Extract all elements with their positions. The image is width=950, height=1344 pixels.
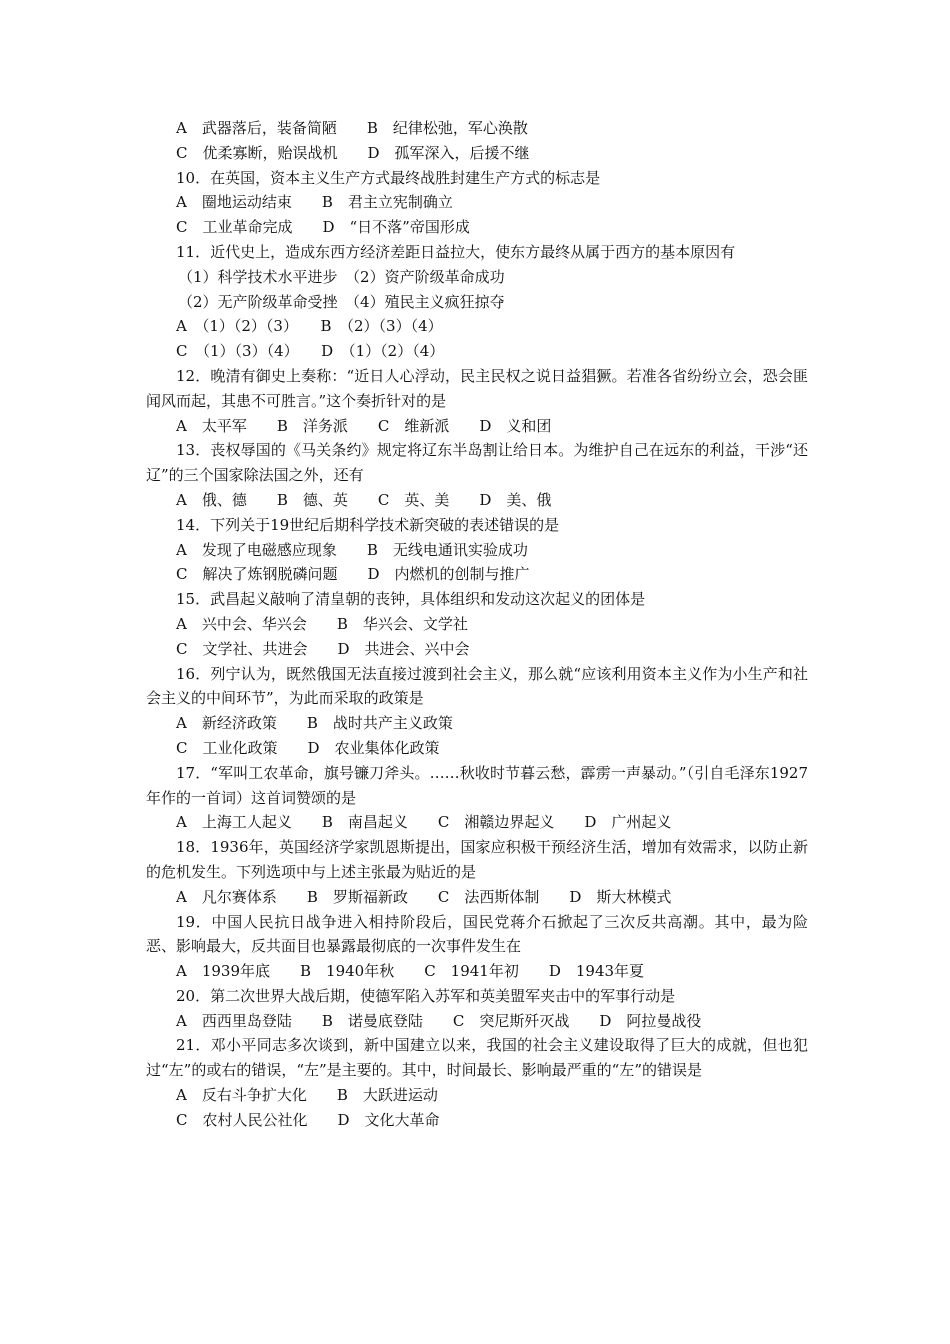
exam-questions: [146, 116, 808, 1133]
answer-options-line: A 新经济政策 B 战时共产主义政策: [176, 714, 453, 733]
answer-options-line: A 西西里岛登陆 B 诺曼底登陆 C 突尼斯歼灭战 D 阿拉曼战役: [176, 1011, 702, 1030]
answer-options-line: C 工业革命完成 D “日不落”帝国形成: [176, 218, 470, 237]
answer-options-line: C 解决了炼钢脱磷问题 D 内燃机的创制与推广: [176, 565, 530, 584]
question-11: 11．近代史上，造成东西方经济差距日益拉大，使东方最终从属于西方的基本原因有: [176, 242, 736, 261]
answer-options-line: A 俄、德 B 德、英 C 英、美 D 美、俄: [176, 490, 552, 509]
question-13: 13．丧权辱国的《马关条约》规定将辽东半岛割让给日本。为维护自己在远东的利益，干涉“还辽”的三个国家除法国之外，还有: [146, 441, 808, 485]
question-14: 14．下列关于19世纪后期科学技术新突破的表述错误的是: [176, 515, 560, 534]
answer-options-line: A 太平军 B 洋务派 C 维新派 D 义和团: [176, 416, 552, 435]
answer-options-line: A 凡尔赛体系 B 罗斯福新政 C 法西斯体制 D 斯大林模式: [176, 887, 672, 906]
answer-options-line: A （1）（2）（3） B （2）（3）（4）: [176, 317, 443, 336]
question-21: 21．邓小平同志多次谈到，新中国建立以来，我国的社会主义建设取得了巨大的成就，但也犯过“左”的或右的错误，“左”是主要的。其中，时间最长、影响最严重的“左”的错误是: [146, 1036, 808, 1080]
question-17: 17．“军叫工农革命，旗号镰刀斧头。……秋收时节暮云愁，霹雳一声暴动。”（引自毛泽东1927年作的一首词）这首词赞颂的是: [146, 763, 808, 807]
question-20: 20．第二次世界大战后期，使德军陷入苏军和英美盟军夹击中的军事行动是: [176, 986, 676, 1005]
question-15: 15．武昌起义敲响了清皇朝的丧钟，具体组织和发动这次起义的团体是: [176, 590, 646, 609]
answer-options-line: A 兴中会、华兴会 B 华兴会、文学社: [176, 614, 468, 633]
answer-options-line: A 发现了电磁感应现象 B 无线电通讯实验成功: [176, 540, 528, 559]
answer-options-line: A 上海工人起义 B 南昌起义 C 湘赣边界起义 D 广州起义: [176, 813, 672, 832]
answer-options-line: A 武器落后，装备简陋 B 纪律松弛，军心涣散: [176, 119, 528, 137]
question-10: 10．在英国，资本主义生产方式最终战胜封建生产方式的标志是: [176, 168, 601, 187]
question-18: 18．1936年，英国经济学家凯恩斯提出，国家应积极干预经济生活，增加有效需求，以防止新的危机发生。下列选项中与上述主张最为贴近的是: [146, 838, 808, 881]
answer-options-line: C 文学社、共进会 D 共进会、兴中会: [176, 639, 470, 658]
answer-options-line: C （1）（3）（4） D （1）（2）（4）: [176, 342, 445, 361]
question-12: 12．晚清有御史上奏称：“近日人心浮动，民主民权之说日益猖獗。若准各省纷纷立会，恐会匪闻风而起，其患不可胜言。”这个奏折针对的是: [146, 366, 808, 410]
question-11-item-line: （1）科学技术水平进步 （2）资产阶级革命成功: [178, 267, 505, 286]
question-19: 19．中国人民抗日战争进入相持阶段后，国民党蒋介石掀起了三次反共高潮。其中，最为险恶、影响最大，反共面目也暴露最彻底的一次事件发生在: [146, 912, 808, 956]
question-16: 16．列宁认为，既然俄国无法直接过渡到社会主义，那么就“应该利用资本主义作为小生产和社会主义的中间环节”，为此而采取的政策是: [146, 664, 808, 708]
answer-options-line: C 优柔寡断，贻误战机 D 孤军深入，后援不继: [176, 143, 530, 162]
answer-options-line: C 农村人民公社化 D 文化大革命: [176, 1110, 440, 1129]
answer-options-line: A 反右斗争扩大化 B 大跃进运动: [176, 1086, 438, 1105]
answer-options-line: A 圈地运动结束 B 君主立宪制确立: [176, 193, 453, 212]
question-11-item-line: （2）无产阶级革命受挫 （4）殖民主义疯狂掠夺: [178, 292, 505, 311]
answer-options-line: C 工业化政策 D 农业集体化政策: [176, 738, 440, 757]
answer-options-line: A 1939年底 B 1940年秋 C 1941年初 D 1943年夏: [176, 962, 645, 981]
